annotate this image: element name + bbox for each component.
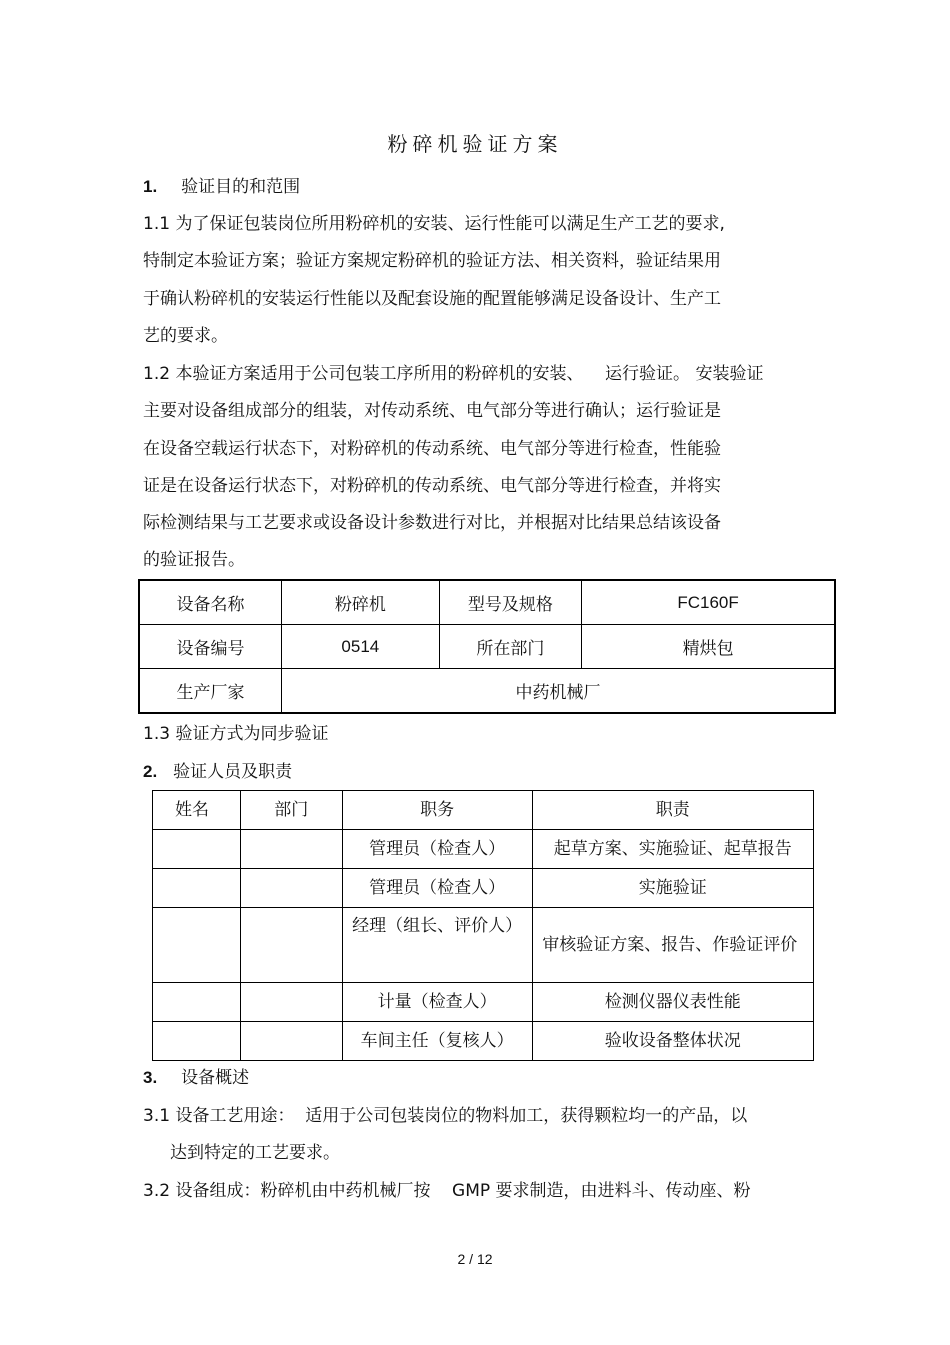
section-1-title: 验证目的和范围: [181, 177, 301, 197]
table-row: [153, 1022, 814, 1061]
staff-role-cell: 计量（检查人）: [342, 983, 532, 1022]
staff-role-cell: 管理员（检查人）: [342, 869, 532, 908]
column-header-dept: 部门: [240, 791, 342, 830]
para-1-2-line: 的验证报告。: [143, 550, 245, 570]
staff-dept-cell: [240, 830, 342, 869]
section-3-heading: [143, 1065, 249, 1091]
staff-name-cell: [153, 908, 241, 983]
staff-dept-cell: [240, 869, 342, 908]
equipment-dept-value: 精烘包: [582, 625, 835, 669]
table-row: [139, 669, 835, 714]
para-1-2-line: 1.2 本验证方案适用于公司包装工序所用的粉碎机的安装、 运行验证。 安装验证: [143, 364, 764, 384]
table-row: [153, 830, 814, 869]
equipment-table: [138, 579, 836, 714]
para-3-1-line: 达到特定的工艺要求。: [170, 1143, 340, 1163]
para-1-3: 1.3 验证方式为同步验证: [143, 724, 329, 744]
manufacturer-value: 中药机械厂: [282, 669, 835, 714]
section-2-heading: [143, 759, 292, 785]
section-2-number: 2.: [143, 762, 158, 781]
para-1-1-line: 1.1 为了保证包装岗位所用粉碎机的安装、运行性能可以满足生产工艺的要求,: [143, 214, 725, 234]
staff-dept-cell: [240, 983, 342, 1022]
section-1-heading: [143, 174, 300, 200]
table-row: [139, 580, 835, 625]
table-row: [139, 625, 835, 669]
staff-name-cell: [153, 983, 241, 1022]
equipment-model-label: 型号及规格: [439, 580, 582, 625]
para-1-2-line: 主要对设备组成部分的组装，对传动系统、电气部分等进行确认；运行验证是: [143, 401, 721, 421]
staff-duty-cell: 起草方案、实施验证、起草报告: [532, 830, 813, 869]
para-1-1-line: 于确认粉碎机的安装运行性能以及配套设施的配置能够满足设备设计、生产工: [143, 289, 721, 309]
table-header-row: [153, 791, 814, 830]
para-3-1-line: 3.1 设备工艺用途： 适用于公司包装岗位的物料加工，获得颗粒均一的产品，以: [143, 1106, 748, 1126]
section-2-title: 验证人员及职责: [173, 762, 293, 782]
staff-dept-cell: [240, 908, 342, 983]
column-header-role: 职务: [342, 791, 532, 830]
staff-duty-cell: 实施验证: [532, 869, 813, 908]
section-3-number: 3.: [143, 1068, 158, 1087]
equipment-name-value: 粉碎机: [282, 580, 440, 625]
column-header-name: 姓名: [153, 791, 241, 830]
section-1-number: 1.: [143, 177, 158, 196]
table-row: [153, 983, 814, 1022]
para-1-2-line: 在设备空载运行状态下，对粉碎机的传动系统、电气部分等进行检查，性能验: [143, 439, 721, 459]
page-title: 粉碎机验证方案: [387, 132, 563, 156]
staff-name-cell: [153, 869, 241, 908]
equipment-model-value: FC160F: [582, 580, 835, 625]
equipment-id-value: 0514: [282, 625, 440, 669]
page-number: 2 / 12: [457, 1251, 493, 1267]
staff-role-cell: 车间主任（复核人）: [342, 1022, 532, 1061]
section-3-title: 设备概述: [181, 1068, 250, 1088]
equipment-name-label: 设备名称: [139, 580, 282, 625]
para-3-2-line: 3.2 设备组成：粉碎机由中药机械厂按 GMP 要求制造，由进料斗、传动座、粉: [143, 1181, 751, 1201]
equipment-id-label: 设备编号: [139, 625, 282, 669]
staff-duty-cell: 审核验证方案、报告、作验证评价: [532, 908, 813, 983]
table-row: [153, 908, 814, 983]
staff-duty-cell: 验收设备整体状况: [532, 1022, 813, 1061]
table-row: [153, 869, 814, 908]
staff-role-cell: 管理员（检查人）: [342, 830, 532, 869]
staff-table: [152, 790, 814, 1061]
para-1-1-line: 特制定本验证方案；验证方案规定粉碎机的验证方法、相关资料，验证结果用: [143, 251, 721, 271]
para-1-2-line: 证是在设备运行状态下，对粉碎机的传动系统、电气部分等进行检查，并将实: [143, 476, 721, 496]
staff-role-cell: 经理（组长、评价人）: [342, 908, 532, 983]
staff-name-cell: [153, 830, 241, 869]
equipment-dept-label: 所在部门: [439, 625, 582, 669]
manufacturer-label: 生产厂家: [139, 669, 282, 714]
column-header-duty: 职责: [532, 791, 813, 830]
staff-dept-cell: [240, 1022, 342, 1061]
para-1-2-line: 际检测结果与工艺要求或设备设计参数进行对比，并根据对比结果总结该设备: [143, 513, 721, 533]
staff-duty-cell: 检测仪器仪表性能: [532, 983, 813, 1022]
staff-name-cell: [153, 1022, 241, 1061]
para-1-1-line: 艺的要求。: [143, 326, 228, 346]
